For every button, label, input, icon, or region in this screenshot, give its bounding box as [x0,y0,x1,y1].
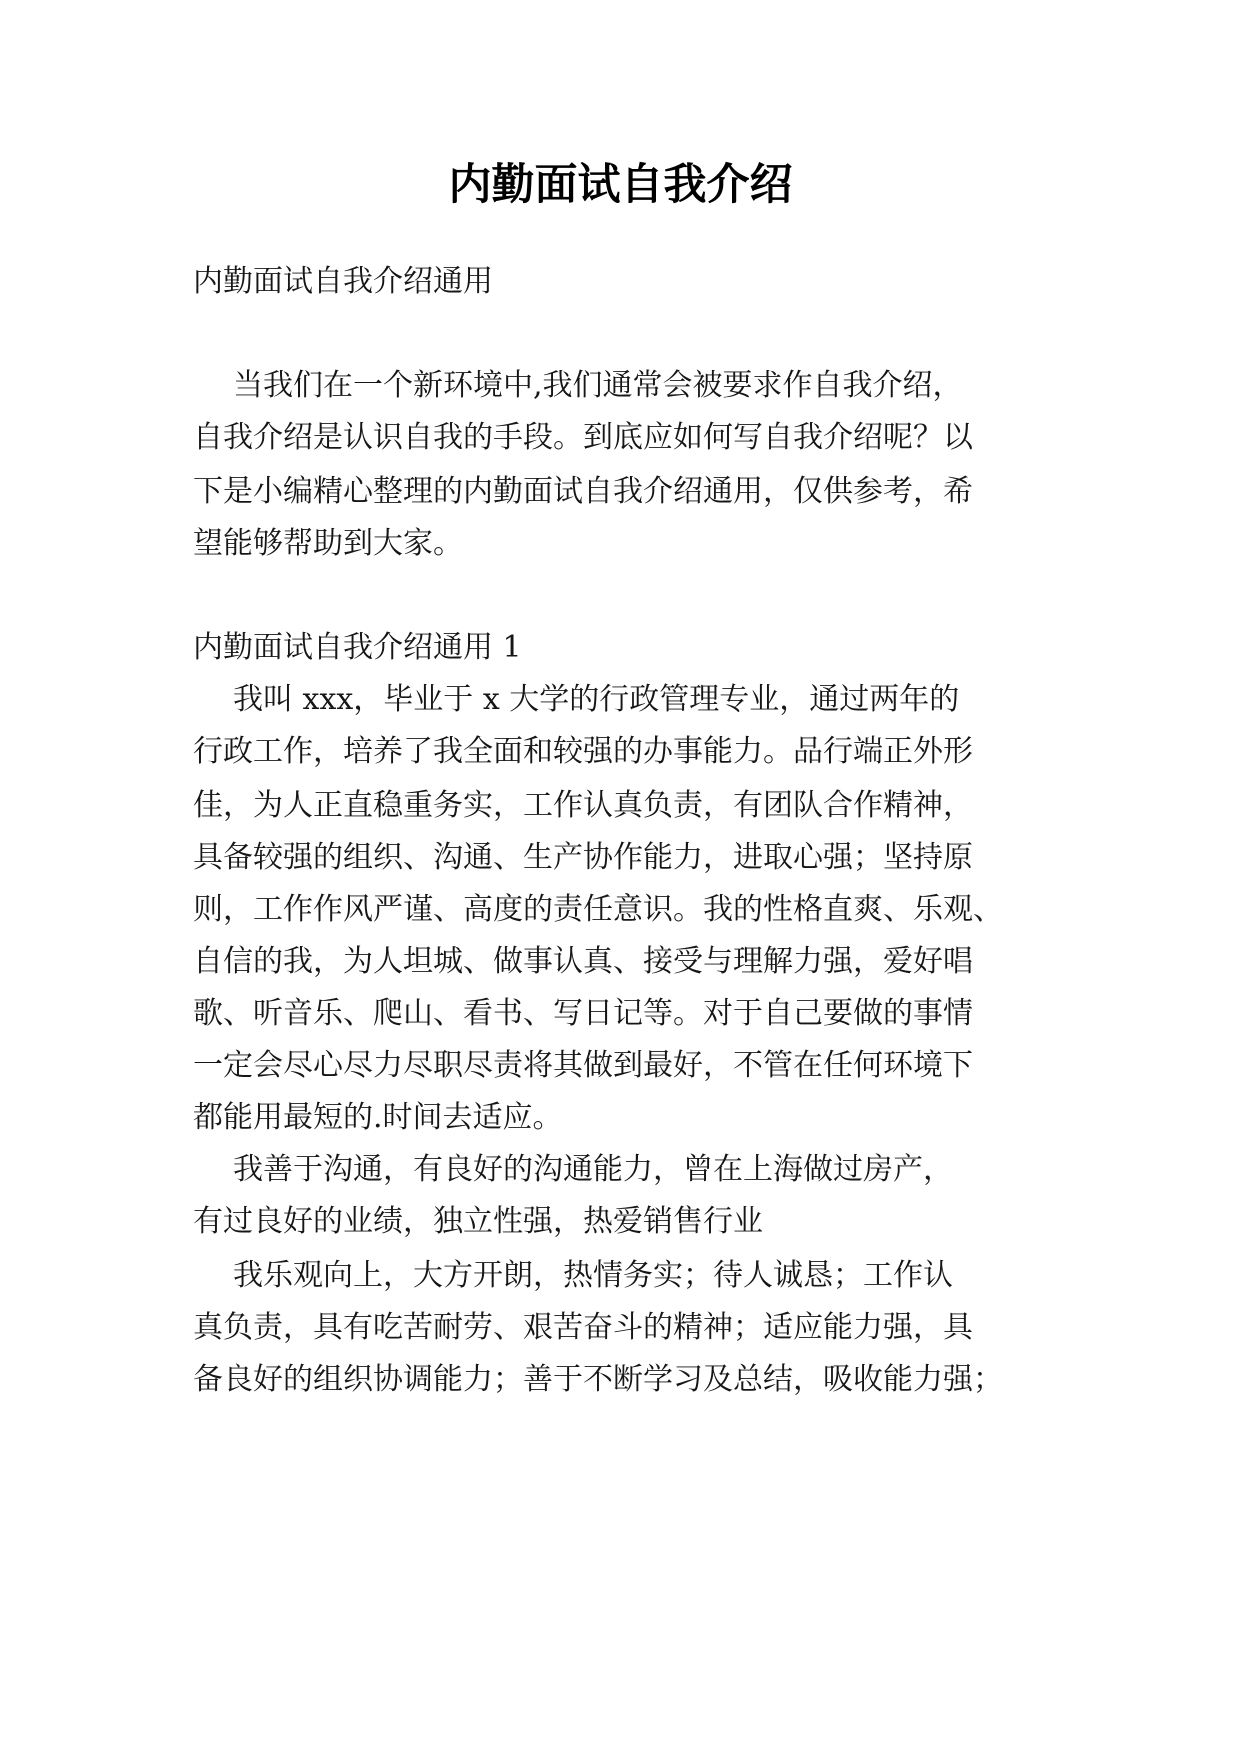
intro-line-1: 当我们在一个新环境中,我们通常会被要求作自我介绍， [233,368,963,403]
document-title: 内勤面试自我介绍 [448,160,793,210]
para1-line-1: 我叫 xxx，毕业于 x 大学的行政管理专业，通过两年的 [233,682,960,717]
para1-line-9: 都能用最短的.时间去适应。 [193,1100,563,1135]
para1-line-5: 则，工作作风严谨、高度的责任意识。我的性格直爽、乐观、 [193,892,1003,927]
para1-line-4: 具备较强的组织、沟通、生产协作能力，进取心强；坚持原 [193,840,973,875]
section-heading: 内勤面试自我介绍通用 1 [193,630,522,665]
para1-line-6: 自信的我，为人坦城、做事认真、接受与理解力强，爱好唱 [193,944,973,979]
para1-line-3: 佳，为人正直稳重务实，工作认真负责，有团队合作精神， [193,788,973,823]
document-subtitle: 内勤面试自我介绍通用 [193,264,493,299]
para3-line-2: 真负责，具有吃苦耐劳、艰苦奋斗的精神；适应能力强，具 [193,1310,973,1345]
intro-line-4: 望能够帮助到大家。 [193,526,463,561]
para3-line-3: 备良好的组织协调能力；善于不断学习及总结，吸收能力强； [193,1362,1003,1397]
intro-line-2: 自我介绍是认识自我的手段。到底应如何写自我介绍呢？以 [193,420,973,455]
intro-line-3: 下是小编精心整理的内勤面试自我介绍通用，仅供参考，希 [193,474,973,509]
para1-line-2: 行政工作，培养了我全面和较强的办事能力。品行端正外形 [193,734,973,769]
para2-line-2: 有过良好的业绩，独立性强，热爱销售行业 [193,1204,763,1239]
para3-line-1: 我乐观向上，大方开朗，热情务实；待人诚恳；工作认 [233,1258,953,1293]
para1-line-8: 一定会尽心尽力尽职尽责将其做到最好，不管在任何环境下 [193,1048,973,1083]
para2-line-1: 我善于沟通，有良好的沟通能力，曾在上海做过房产， [233,1152,953,1187]
para1-line-7: 歌、听音乐、爬山、看书、写日记等。对于自己要做的事情 [193,996,973,1031]
